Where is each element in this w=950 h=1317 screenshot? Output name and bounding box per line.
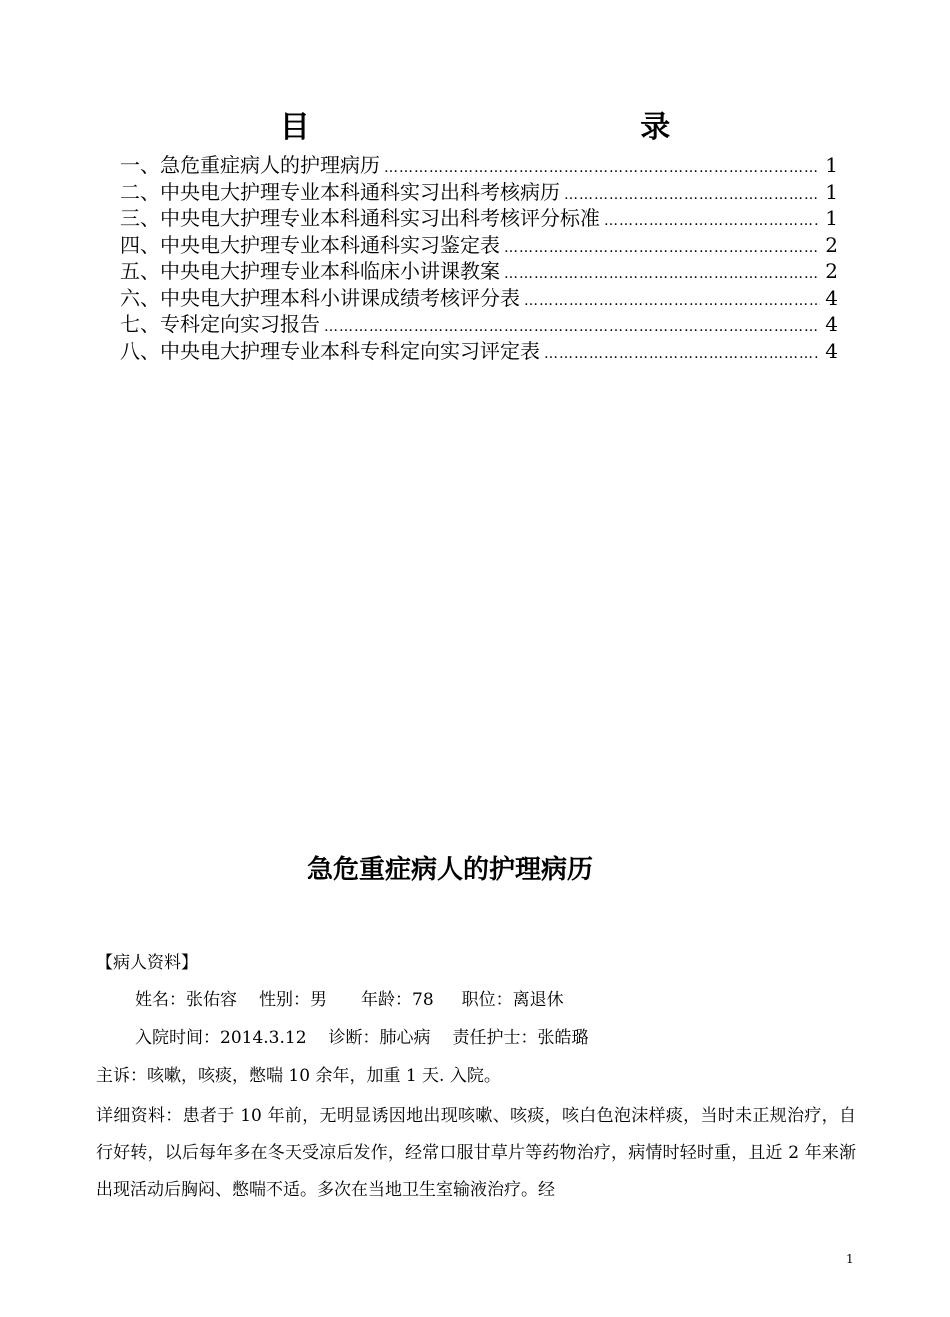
toc-entry-text: 四、中央电大护理专业本科通科实习鉴定表: [120, 232, 500, 257]
patient-gender: 性别：男: [259, 990, 327, 1010]
patient-position: 职位：离退休: [461, 990, 564, 1010]
toc-entry[interactable]: [120, 232, 838, 259]
toc-entry-text: 八、中央电大护理专业本科专科定向实习评定表: [120, 338, 540, 363]
page-number: 1: [846, 1252, 854, 1266]
toc-entry-text: 二、中央电大护理专业本科通科实习出科考核病历: [120, 179, 560, 204]
toc-entry[interactable]: [120, 338, 838, 365]
toc-entry-page: 2: [825, 259, 838, 283]
patient-info-line: [135, 987, 564, 1013]
diagnosis: 诊断：肺心病: [328, 1028, 431, 1048]
toc-entry[interactable]: [120, 179, 838, 206]
admission-date: 入院时间：2014.3.12: [135, 1028, 307, 1048]
section-label: 【病人资料】: [96, 953, 198, 973]
toc-leader-dots: [320, 314, 820, 340]
toc-leader-dots: [560, 182, 820, 208]
toc-entry-page: 1: [825, 206, 838, 230]
toc-entry[interactable]: [120, 285, 838, 312]
toc-entry-page: 1: [825, 153, 838, 177]
toc-leader-dots: [600, 208, 820, 234]
toc-entry-page: 2: [825, 232, 838, 257]
toc-entry[interactable]: [120, 152, 838, 179]
patient-age: 年龄：78: [361, 990, 434, 1010]
toc-leader-dots: [520, 288, 820, 314]
responsible-nurse: 责任护士：张皓璐: [452, 1028, 589, 1048]
toc-leader-dots: [380, 155, 820, 181]
toc-leader-dots: [540, 341, 820, 367]
patient-name: 姓名：张佑容: [135, 990, 237, 1010]
toc-entry-page: 4: [825, 338, 838, 363]
toc-leader-dots: [500, 261, 820, 287]
toc-entry-page: 4: [825, 285, 838, 310]
toc-entry-text: 一、急危重症病人的护理病历: [120, 153, 380, 177]
toc-entry[interactable]: [120, 311, 838, 338]
toc-entry-page: 1: [825, 179, 838, 204]
toc-title: 目 录: [279, 110, 831, 145]
detailed-history: 详细资料：患者于 10 年前，无明显诱因地出现咳嗽、咳痰，咳白色泡沫样痰，当时未正规治疗，自行好转，以后每年多在冬天受凉后发作，经常口服甘草片等药物治疗，病情时轻时重，且近 2 年来渐出现活动后胸闷、憋喘不适。多次在当地卫生室输液治疗。经: [96, 1106, 857, 1200]
toc-entry[interactable]: [120, 258, 838, 285]
record-title: 急危重症病人的护理病历: [306, 855, 593, 885]
table-of-contents: [120, 152, 838, 364]
toc-leader-dots: [500, 235, 820, 261]
admission-info-line: [135, 1025, 589, 1051]
toc-entry-text: 五、中央电大护理专业本科临床小讲课教案: [120, 259, 500, 283]
toc-entry[interactable]: [120, 205, 838, 232]
toc-entry-text: 七、专科定向实习报告: [120, 312, 320, 336]
toc-entry-page: 4: [825, 312, 838, 336]
toc-entry-text: 三、中央电大护理专业本科通科实习出科考核评分标准: [120, 206, 600, 230]
toc-entry-text: 六、中央电大护理本科小讲课成绩考核评分表: [120, 285, 520, 310]
chief-complaint: 主诉：咳嗽，咳痰，憋喘 10 余年，加重 1 天. 入院。: [96, 1066, 501, 1086]
